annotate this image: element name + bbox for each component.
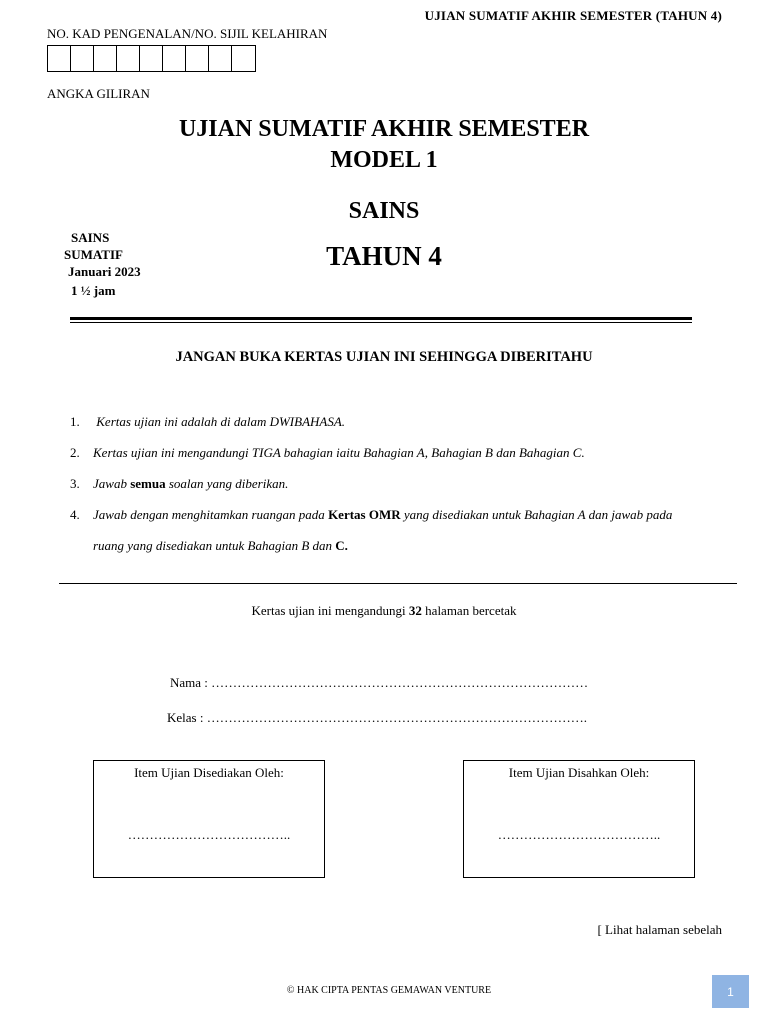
instruction-text: Jawab: [93, 476, 131, 491]
instruction-text: Jawab dengan menghitamkan ruangan pada: [93, 507, 329, 522]
approved-by-signature-line[interactable]: ………………………………..: [497, 827, 661, 842]
class-field[interactable]: Kelas : …………………………………………………………………………….: [167, 710, 587, 725]
exam-header: UJIAN SUMATIF AKHIR SEMESTER (TAHUN 4): [424, 8, 722, 23]
approved-by-box: [463, 760, 695, 878]
instruction-item: [70, 445, 730, 461]
instruction-continuation: [93, 538, 348, 554]
instruction-emphasis: C.: [335, 538, 348, 553]
ic-digit-box[interactable]: [94, 46, 117, 71]
prepared-by-box: [93, 760, 325, 878]
page-count-note: [0, 603, 768, 619]
ic-digit-box[interactable]: [71, 46, 94, 71]
instruction-number: 2.: [70, 445, 80, 460]
exam-model: MODEL 1: [330, 147, 438, 173]
instruction-number: 1.: [70, 414, 80, 429]
divider-thin: [70, 322, 692, 323]
prepared-by-title: Item Ujian Disediakan Oleh:: [134, 765, 284, 780]
page-count-pre: Kertas ujian ini mengandungi: [251, 603, 409, 618]
page-count-number: 32: [408, 603, 422, 618]
name-field[interactable]: Nama : ……………………………………………………………………………: [170, 675, 589, 690]
instruction-item: [70, 507, 730, 523]
approved-by-title: Item Ujian Disahkan Oleh:: [508, 765, 650, 780]
instruction-emphasis: semua: [130, 476, 166, 491]
instruction-text: Kertas ujian ini adalah di dalam DWIBAHASA.: [93, 414, 346, 429]
subject-title: SAINS: [348, 198, 420, 224]
ic-number-label: NO. KAD PENGENALAN/NO. SIJIL KELAHIRAN: [47, 26, 328, 41]
ic-digit-box[interactable]: [163, 46, 186, 71]
page-number-badge: 1: [712, 975, 749, 1008]
next-page-note: [ Lihat halaman sebelah: [597, 922, 722, 937]
divider-thick: [70, 317, 692, 320]
page-count-post: halaman bercetak: [421, 603, 517, 618]
meta-subject: SAINS: [71, 230, 110, 245]
instruction-text: ruang yang disediakan untuk Bahagian B dan: [93, 538, 336, 553]
ic-digit-box[interactable]: [48, 46, 71, 71]
divider-middle: [59, 583, 737, 584]
warning-text: JANGAN BUKA KERTAS UJIAN INI SEHINGGA DIBERITAHU: [175, 349, 593, 365]
ic-number-boxes[interactable]: [47, 45, 256, 72]
exam-title: UJIAN SUMATIF AKHIR SEMESTER: [178, 116, 590, 142]
ic-digit-box[interactable]: [117, 46, 140, 71]
year-title: TAHUN 4: [326, 241, 442, 271]
ic-digit-box[interactable]: [232, 46, 255, 71]
instruction-item: [70, 414, 730, 430]
meta-date: Januari 2023: [68, 264, 141, 279]
instruction-number: 4.: [70, 507, 80, 522]
angka-giliran-label: ANGKA GILIRAN: [47, 86, 150, 101]
ic-digit-box[interactable]: [186, 46, 209, 71]
copyright-footer: © HAK CIPTA PENTAS GEMAWAN VENTURE: [286, 985, 492, 996]
prepared-by-signature-line[interactable]: ………………………………..: [127, 827, 291, 842]
instruction-text: Kertas ujian ini mengandungi TIGA bahagian iaitu Bahagian A, Bahagian B dan Bahagian C.: [93, 445, 585, 460]
instruction-number: 3.: [70, 476, 80, 491]
ic-digit-box[interactable]: [140, 46, 163, 71]
ic-digit-box[interactable]: [209, 46, 232, 71]
meta-type: SUMATIF: [64, 247, 123, 262]
instruction-emphasis: Kertas OMR: [328, 507, 401, 522]
instruction-text: yang disediakan untuk Bahagian A dan jawab pada: [400, 507, 673, 522]
instruction-text: soalan yang diberikan.: [165, 476, 289, 491]
meta-duration: 1 ½ jam: [71, 283, 116, 298]
instruction-item: [70, 476, 730, 492]
